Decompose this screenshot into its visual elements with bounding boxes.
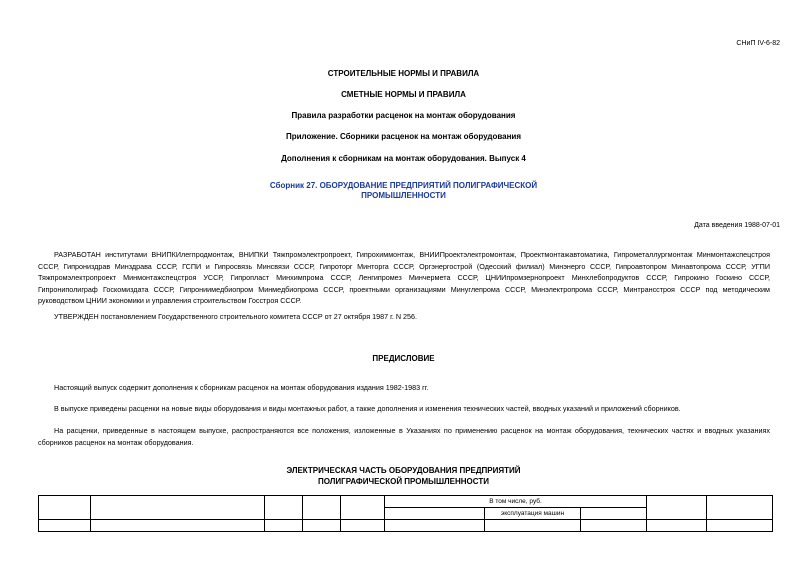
developed-line: Тяжпромэлектропроект Минмонтажспецстроя УССР, Гипропласт Минхимпрома СССР, Ленгипромез Минчермета СССР, ЦНИИпромзернопроект Минхлебопродуктов СССР, Гипрокино Госкино СССР, (38, 273, 770, 282)
preface-p3-line: На расценки, приведенные в настоящем выпуске, распространяются все положения, изложенные в Указаниях по применению расценок на монтаж оборудования, технических частях и вводных указаниях (54, 426, 770, 435)
rates-table-header (38, 495, 773, 532)
table-cell (385, 520, 485, 532)
preface-paragraph-1: Настоящий выпуск содержит дополнения к сборникам расценок на монтаж оборудования издания 1982-1983 гг. (54, 383, 429, 392)
title-appendix: Приложение. Сборники расценок на монтаж оборудования (285, 132, 522, 141)
table-cell (303, 496, 341, 520)
developed-line: СССР, Гипрониздрав Минздрава СССР, ГСПИ и Гипросвязь Минсвязи СССР, Гипроторг Минторга СССР, Оргэнергострой (Одесский филиал) Минэнерго СССР, Гипроавтопром Минавтопрома СССР, УГПИ (38, 261, 770, 271)
developed-paragraph (38, 249, 770, 307)
preface-paragraph-2: В выпуске приведены расценки на новые виды оборудования и виды монтажных работ, а также дополнения и изменения технических частей, вводных указаний и приложений сборников. (54, 404, 681, 413)
collection-title-line1: Сборник 27. ОБОРУДОВАНИЕ ПРЕДПРИЯТИЙ ПОЛИГРАФИЧЕСКОЙ (269, 181, 538, 190)
title-estimate-norms: СМЕТНЫЕ НОРМЫ И ПРАВИЛА (341, 90, 466, 99)
table-cell (91, 496, 265, 520)
preface-p3-line: сборников расценок на монтаж оборудования. (38, 437, 194, 447)
table-cell (581, 520, 647, 532)
table-cell (265, 496, 303, 520)
table-cell (707, 520, 773, 532)
developed-line: руководством ЦНИИ экономики и управления строительством Госстроя СССР. (38, 296, 302, 305)
title-rules: Правила разработки расценок на монтаж оборудования (291, 111, 516, 120)
table-cell (485, 520, 581, 532)
table-header-incl: В том числе, руб. (385, 496, 647, 508)
table-cell (91, 520, 265, 532)
section-title-line1: ЭЛЕКТРИЧЕСКАЯ ЧАСТЬ ОБОРУДОВАНИЯ ПРЕДПРИЯТИЙ (286, 466, 521, 475)
table-header-machines: эксплуатация машин (485, 508, 581, 520)
section-title-line2: ПОЛИГРАФИЧЕСКОЙ ПРОМЫШЛЕННОСТИ (318, 477, 489, 486)
preface-paragraph-3 (38, 425, 770, 448)
developed-line: Гипрониполиграф Госкомиздата СССР, Гипрониимедбиопром Минмедбиопрома СССР, проектными организациями Минуглепрома СССР, Минэлектропрома СССР, Минтрансстроя СССР под методическим (38, 284, 770, 294)
table-cell (707, 496, 773, 520)
title-building-norms: СТРОИТЕЛЬНЫЕ НОРМЫ И ПРАВИЛА (327, 69, 480, 78)
table-cell (341, 520, 385, 532)
table-cell (265, 520, 303, 532)
table-cell (39, 496, 91, 520)
table-cell (581, 508, 647, 520)
table-cell (647, 520, 707, 532)
approved-paragraph: УТВЕРЖДЕН постановлением Государственного строительного комитета СССР от 27 октября 1987 г. N 256. (54, 312, 418, 321)
intro-date: Дата введения 1988-07-01 (694, 222, 780, 229)
collection-title-line2: ПРОМЫШЛЕННОСТИ (361, 191, 446, 200)
table-cell (385, 508, 485, 520)
table-cell (39, 520, 91, 532)
title-supplements: Дополнения к сборникам на монтаж оборудования. Выпуск 4 (281, 154, 526, 163)
table-cell (647, 496, 707, 520)
developed-line: РАЗРАБОТАН институтами ВНИПКИлегпродмонтаж, ВНИПКИ Тяжпромэлектропроект, Гипрохиммонтаж, ВНИИПроектэлектромонтаж, Проектмонтажавтоматика, Гипрометаллургмонтаж Минмонтажспецстроя (54, 250, 770, 259)
table-cell (341, 496, 385, 520)
table-cell (303, 520, 341, 532)
preface-heading: ПРЕДИСЛОВИЕ (372, 354, 435, 363)
document-code: СНиП IV-6-82 (736, 40, 780, 47)
